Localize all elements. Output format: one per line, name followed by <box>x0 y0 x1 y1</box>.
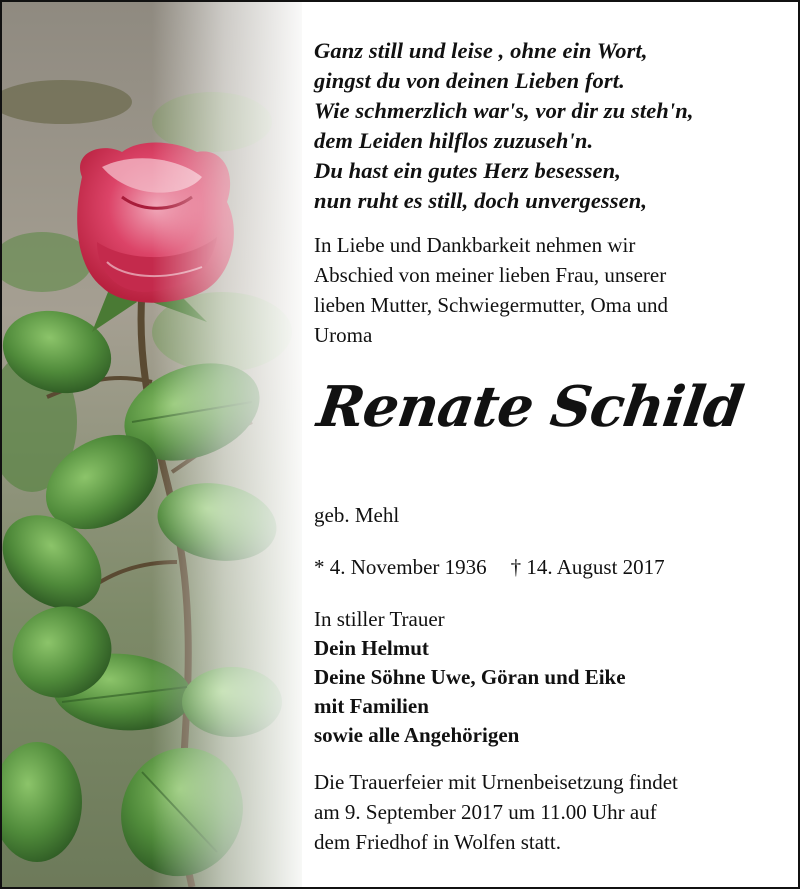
poem-line: gingst du von deinen Lieben fort. <box>314 68 625 93</box>
intro-line: Uroma <box>314 323 373 347</box>
poem-line: Wie schmerzlich war's, vor dir zu steh'n, <box>314 98 694 123</box>
intro-text <box>314 230 668 350</box>
mourner-line: Deine Söhne Uwe, Göran und Eike <box>314 665 626 689</box>
birth-date: * 4. November 1936 <box>314 555 487 579</box>
mourner-line: Dein Helmut <box>314 636 429 660</box>
service-line: am 9. September 2017 um 11.00 Uhr auf <box>314 800 657 824</box>
poem <box>314 36 694 216</box>
poem-line: dem Leiden hilflos zuzuseh'n. <box>314 128 594 153</box>
service-line: Die Trauerfeier mit Urnenbeisetzung findet <box>314 770 678 794</box>
rose-photo <box>2 2 302 887</box>
photo-fade-overlay <box>152 2 312 887</box>
mourner-line: mit Familien <box>314 694 429 718</box>
life-dates <box>314 552 665 582</box>
death-date: † 14. August 2017 <box>510 555 665 579</box>
mourners-heading: In stiller Trauer <box>314 607 445 631</box>
intro-line: In Liebe und Dankbarkeit nehmen wir <box>314 233 636 257</box>
poem-line: nun ruht es still, doch unvergessen, <box>314 188 648 213</box>
poem-line: Du hast ein gutes Herz besessen, <box>314 158 621 183</box>
funeral-service-info <box>314 767 678 857</box>
mourners <box>314 605 626 750</box>
service-line: dem Friedhof in Wolfen statt. <box>314 830 561 854</box>
intro-line: Abschied von meiner lieben Frau, unserer <box>314 263 667 287</box>
mourner-line: sowie alle Angehörigen <box>314 723 520 747</box>
poem-line: Ganz still und leise , ohne ein Wort, <box>314 38 648 63</box>
intro-line: lieben Mutter, Schwiegermutter, Oma und <box>314 293 669 317</box>
deceased-name: Renate Schild <box>313 374 747 440</box>
maiden-name: geb. Mehl <box>314 503 400 527</box>
